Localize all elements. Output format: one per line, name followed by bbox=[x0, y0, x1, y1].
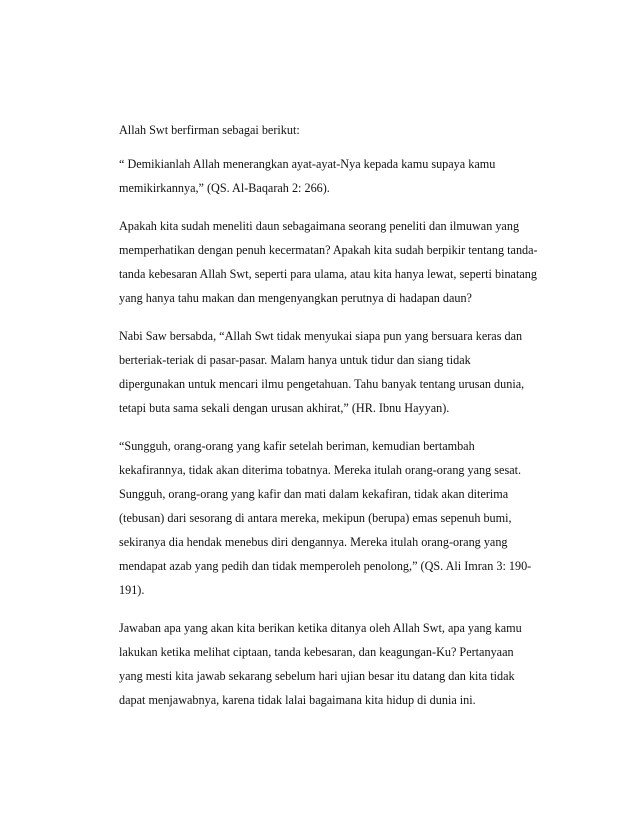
text-line: sekiranya dia hendak menebus diri dengannya. Mereka itulah orang-orang yang bbox=[119, 535, 508, 549]
text-line: 191). bbox=[119, 583, 145, 597]
text-line: lakukan ketika melihat ciptaan, tanda kebesaran, dan keagungan-Ku? Pertanyaan bbox=[119, 645, 514, 659]
text-line: memperhatikan dengan penuh kecermatan? Apakah kita sudah berpikir tentang tanda- bbox=[119, 243, 538, 257]
text-line: memikirkannya,” (QS. Al-Baqarah 2: 266). bbox=[119, 181, 330, 195]
text-line: yang hanya tahu makan dan mengenyangkan perutnya di hadapan daun? bbox=[119, 291, 472, 305]
text-line: “Sungguh, orang-orang yang kafir setelah beriman, kemudian bertambah bbox=[119, 439, 475, 453]
text-line: Jawaban apa yang akan kita berikan ketika ditanya oleh Allah Swt, apa yang kamu bbox=[119, 621, 522, 635]
text-line: kekafirannya, tidak akan diterima tobatnya. Mereka itulah orang-orang yang sesat. bbox=[119, 463, 522, 477]
text-line: yang mesti kita jawab sekarang sebelum hari ujian besar itu datang dan kita tidak bbox=[119, 669, 515, 683]
text-line: Nabi Saw bersabda, “Allah Swt tidak menyukai siapa pun yang bersuara keras dan bbox=[119, 329, 523, 343]
text-line: tanda kebesaran Allah Swt, seperti para ulama, atau kita hanya lewat, seperti binatang bbox=[119, 267, 537, 281]
text-line: tetapi buta sama sekali dengan urusan akhirat,” (HR. Ibnu Hayyan). bbox=[119, 401, 450, 415]
text-line: (tebusan) dari sesorang di antara mereka, mekipun (berupa) emas sepenuh bumi, bbox=[119, 511, 512, 525]
text-line: Sungguh, orang-orang yang kafir dan mati dalam kekafiran, tidak akan diterima bbox=[119, 487, 509, 501]
text-line: “ Demikianlah Allah menerangkan ayat-ayat-Nya kepada kamu supaya kamu bbox=[119, 157, 496, 171]
text-line: Apakah kita sudah meneliti daun sebagaimana seorang peneliti dan ilmuwan yang bbox=[119, 219, 520, 233]
document-body bbox=[119, 118, 554, 726]
text-line: berteriak-teriak di pasar-pasar. Malam hanya untuk tidur dan siang tidak bbox=[119, 353, 471, 367]
text-line: mendapat azab yang pedih dan tidak memperoleh penolong,” (QS. Ali Imran 3: 190- bbox=[119, 559, 532, 573]
paragraph-quran-quote-baqarah bbox=[119, 152, 554, 200]
paragraph-quran-quote-ali-imran bbox=[119, 434, 554, 602]
paragraph-hadith bbox=[119, 324, 554, 420]
text-line: dapat menjawabnya, karena tidak lalai bagaimana kita hidup di dunia ini. bbox=[119, 693, 476, 707]
paragraph-intro bbox=[119, 118, 554, 142]
paragraph-reflection-leaf bbox=[119, 214, 554, 310]
text-line: dipergunakan untuk mencari ilmu pengetahuan. Tahu banyak tentang urusan dunia, bbox=[119, 377, 525, 391]
paragraph-closing-question bbox=[119, 616, 554, 712]
text-line: Allah Swt berfirman sebagai berikut: bbox=[119, 123, 300, 137]
